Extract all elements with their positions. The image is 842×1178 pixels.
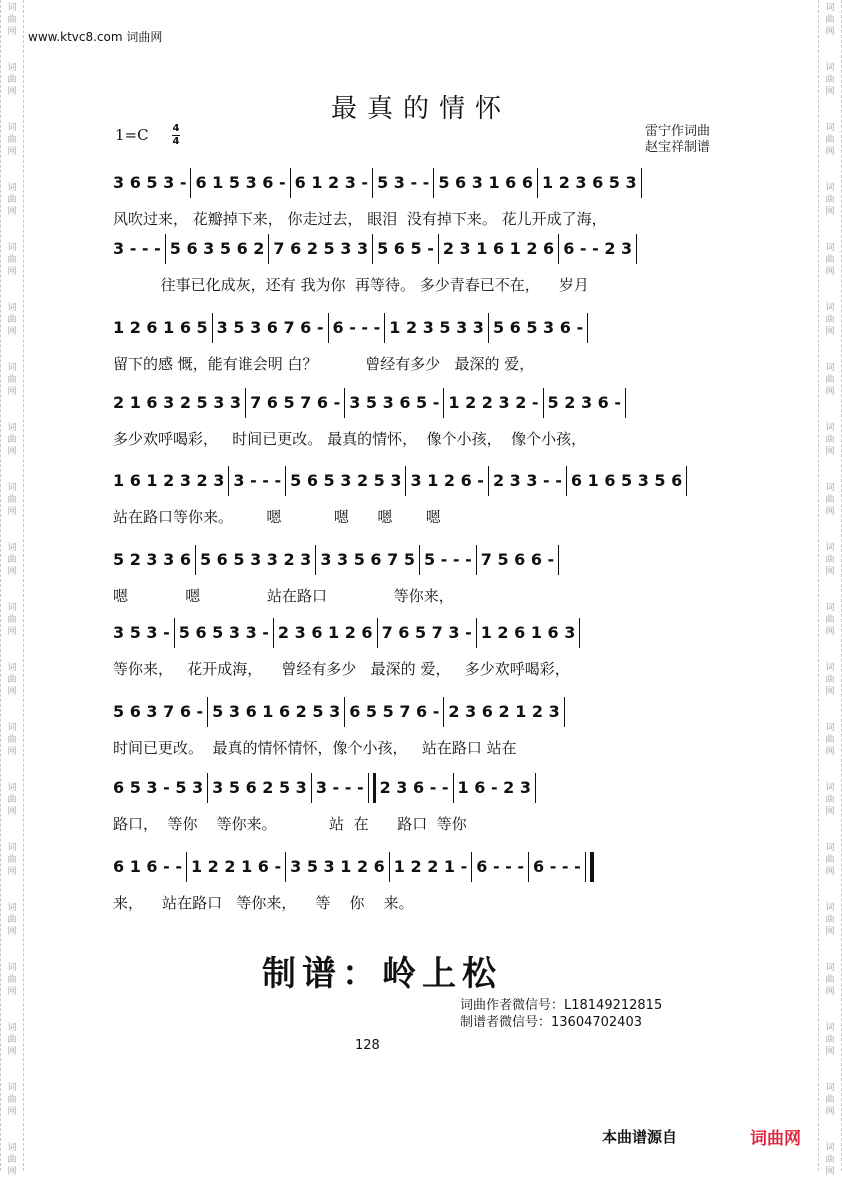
- measure: 1 2 3 5 3 3: [389, 317, 484, 337]
- side-watermark-text: 词 曲 网: [825, 963, 835, 997]
- barline: [641, 168, 642, 198]
- side-watermark-text: 词 曲 网: [7, 423, 17, 457]
- source-text: 本曲谱源自: [602, 1128, 678, 1146]
- measure: 5 6 5 3 3 2 3: [199, 549, 312, 569]
- score-row: [113, 313, 745, 373]
- measure: 3 5 3 6 7 6 -: [216, 317, 324, 337]
- arranger-credit: 赵宝祥制谱: [645, 140, 711, 155]
- measure: 3 5 3 -: [113, 622, 170, 642]
- side-watermark-text: 词 曲 网: [7, 183, 17, 217]
- side-watermark-text: 词 曲 网: [825, 363, 835, 397]
- barline: [686, 466, 687, 496]
- lyricist-credit: 雷宁作词曲: [645, 124, 711, 139]
- side-watermark-text: 词 曲 网: [825, 543, 835, 577]
- notes-line: [113, 313, 745, 341]
- measure: 7 6 5 7 3 -: [381, 622, 472, 642]
- notes-line: [113, 234, 745, 262]
- notes-line: [113, 168, 745, 196]
- measure: 6 - - -: [332, 317, 381, 337]
- side-watermark-text: 词 曲 网: [825, 123, 835, 157]
- score-row: [113, 697, 745, 757]
- lyrics-line: 多少欢呼喝彩， 时间已更改。 最真的情怀， 像个小孩， 像个小孩，: [113, 430, 587, 448]
- side-watermark-text: 词 曲 网: [825, 243, 835, 277]
- barline: [558, 545, 559, 575]
- side-watermark-text: 词 曲 网: [7, 723, 17, 757]
- lyricist-wechat: 词曲作者微信号：L18149212815: [460, 998, 663, 1013]
- time-signature-top: 4: [172, 123, 180, 134]
- side-watermark-text: 词 曲 网: [7, 843, 17, 877]
- barline: [535, 773, 536, 803]
- side-watermark-text: 词 曲 网: [7, 3, 17, 37]
- measure: 5 6 3 7 6 -: [113, 701, 204, 721]
- source-brand: 词曲网: [750, 1129, 801, 1149]
- measure: 6 - - -: [476, 856, 524, 876]
- side-watermark-text: 词 曲 网: [7, 363, 17, 397]
- measure: 5 6 3 5 6 2: [169, 238, 265, 258]
- lyrics-line: 站在路口等你来。 嗯 嗯 嗯 嗯: [113, 508, 441, 526]
- score-row: [113, 234, 745, 294]
- time-signature-bottom: 4: [172, 136, 180, 147]
- page-number: 128: [355, 1038, 380, 1053]
- measure: 5 - - -: [423, 549, 472, 569]
- measure: 3 - - -: [315, 777, 364, 797]
- measure: 2 3 3 - -: [492, 470, 562, 490]
- measure: 6 1 5 3 6 -: [195, 172, 286, 192]
- measure: 3 - - -: [233, 470, 282, 490]
- measure: 5 6 5 -: [377, 238, 434, 258]
- side-watermark-text: 词 曲 网: [825, 183, 835, 217]
- lyrics-line: 留下的感 慨，能有谁会明 白？ 曾经有多少 最深的 爱，: [113, 355, 535, 373]
- barline: [579, 618, 580, 648]
- side-watermark-text: 词 曲 网: [7, 783, 17, 817]
- signature: 制谱：岭上松: [262, 954, 502, 994]
- measure: 2 3 6 1 2 6: [277, 622, 373, 642]
- measure: 2 3 6 2 1 2 3: [448, 701, 560, 721]
- measure: 5 6 3 1 6 6: [438, 172, 533, 192]
- side-watermark-text: 词 曲 网: [825, 783, 835, 817]
- notes-line: [113, 545, 745, 573]
- score-row: [113, 618, 745, 678]
- side-watermark-text: 词 曲 网: [7, 1023, 17, 1057]
- measure: 1 2 6 1 6 5: [113, 317, 208, 337]
- side-watermark-text: 词 曲 网: [825, 843, 835, 877]
- side-watermark-text: 词 曲 网: [7, 1083, 17, 1117]
- measure: 1 2 2 1 -: [393, 856, 468, 876]
- side-watermark-text: 词 曲 网: [7, 123, 17, 157]
- side-watermark-text: 词 曲 网: [825, 483, 835, 517]
- side-watermark-text: 词 曲 网: [825, 1023, 835, 1057]
- measure: 5 6 5 3 3 -: [178, 622, 269, 642]
- lyrics-line: 嗯 嗯 站在路口 等你来，: [113, 587, 454, 605]
- measure: 6 1 6 5 3 5 6: [570, 470, 683, 490]
- side-watermark-text: 词 曲 网: [7, 603, 17, 637]
- lyrics-line: 风吹过来， 花瓣掉下来， 你走过去， 眼泪 没有掉下来。 花儿开成了海，: [113, 210, 607, 228]
- measure: 5 2 3 6 -: [547, 392, 621, 412]
- measure: 6 1 6 - -: [113, 856, 182, 876]
- score-row: [113, 773, 745, 833]
- measure: 7 5 6 6 -: [480, 549, 555, 569]
- side-watermark-text: 词 曲 网: [7, 903, 17, 937]
- measure: 2 3 1 6 1 2 6: [442, 238, 555, 258]
- notes-line: [113, 697, 745, 725]
- barline: [625, 388, 626, 418]
- side-watermark-text: 词 曲 网: [7, 243, 17, 277]
- measure: 5 3 6 1 6 2 5 3: [212, 701, 341, 721]
- side-watermark-text: 词 曲 网: [7, 1143, 17, 1177]
- measure: 1 6 1 2 3 2 3: [113, 470, 225, 490]
- side-watermark-text: 词 曲 网: [825, 603, 835, 637]
- barline: [564, 697, 565, 727]
- time-signature: [172, 124, 180, 147]
- lyrics-line: 等你来， 花开成海， 曾经有多少 最深的 爱， 多少欢呼喝彩，: [113, 660, 570, 678]
- side-watermark-text: 词 曲 网: [825, 723, 835, 757]
- side-watermark-text: 词 曲 网: [7, 483, 17, 517]
- score-row: [113, 168, 745, 228]
- score-row: [113, 852, 745, 912]
- right-watermark-strip: [818, 0, 842, 1177]
- side-watermark-text: 词 曲 网: [7, 663, 17, 697]
- barline: [587, 313, 588, 343]
- left-watermark-strip: [0, 0, 24, 1177]
- barline: [636, 234, 637, 264]
- measure: 1 2 2 3 2 -: [448, 392, 539, 412]
- measure: 1 2 3 6 5 3: [541, 172, 637, 192]
- measure: 6 5 3 - 5 3: [113, 777, 204, 797]
- score-row: [113, 466, 745, 526]
- score-row: [113, 388, 745, 448]
- side-watermark-text: 词 曲 网: [825, 423, 835, 457]
- lyrics-line: 来， 站在路口 等你来， 等 你 来。: [113, 894, 414, 912]
- side-watermark-text: 词 曲 网: [7, 543, 17, 577]
- measure: 3 5 3 1 2 6: [290, 856, 385, 876]
- arranger-wechat: 制谱者微信号：13604702403: [460, 1015, 642, 1030]
- measure: 6 - - -: [533, 856, 581, 876]
- measure: 3 5 3 6 5 -: [349, 392, 440, 412]
- repeat-barline: [368, 773, 376, 803]
- measure: 3 3 5 6 7 5: [320, 549, 415, 569]
- lyrics-line: 路口， 等你 等你来。 站 在 路口 等你: [113, 815, 467, 833]
- measure: 7 6 2 5 3 3: [273, 238, 369, 258]
- side-watermark-text: 词 曲 网: [825, 1083, 835, 1117]
- notes-line: [113, 852, 745, 880]
- measure: 3 6 5 3 -: [113, 172, 187, 192]
- measure: 2 3 6 - -: [379, 777, 449, 797]
- measure: 1 2 6 1 6 3: [480, 622, 576, 642]
- measure: 5 2 3 3 6: [113, 549, 191, 569]
- notes-line: [113, 388, 745, 416]
- song-title: 最真的情怀: [330, 94, 511, 124]
- side-watermark-text: 词 曲 网: [825, 903, 835, 937]
- measure: 6 1 2 3 -: [294, 172, 369, 192]
- measure: 5 6 5 3 6 -: [492, 317, 584, 337]
- side-watermark-text: 词 曲 网: [825, 63, 835, 97]
- notes-line: [113, 618, 745, 646]
- measure: 5 6 5 3 2 5 3: [290, 470, 402, 490]
- measure: 3 5 6 2 5 3: [212, 777, 307, 797]
- side-watermark-text: 词 曲 网: [825, 663, 835, 697]
- measure: 1 2 2 1 6 -: [190, 856, 282, 876]
- side-watermark-text: 词 曲 网: [7, 63, 17, 97]
- score-row: [113, 545, 745, 605]
- measure: 6 - - 2 3: [563, 238, 633, 258]
- lyrics-line: 时间已更改。 最真的情怀情怀，像个小孩， 站在路口 站在: [113, 739, 517, 757]
- lyrics-line: 往事已化成灰，还有 我为你 再等待。 多少青春已不在， 岁月: [113, 276, 589, 294]
- notes-line: [113, 466, 745, 494]
- notes-line: [113, 773, 745, 801]
- measure: 3 - - -: [113, 238, 161, 258]
- side-watermark-text: 词 曲 网: [7, 303, 17, 337]
- measure: 1 6 - 2 3: [457, 777, 531, 797]
- side-watermark-text: 词 曲 网: [7, 963, 17, 997]
- measure: 3 1 2 6 -: [410, 470, 484, 490]
- measure: 2 1 6 3 2 5 3 3: [113, 392, 242, 412]
- final-barline: [585, 852, 594, 882]
- side-watermark-text: 词 曲 网: [825, 3, 835, 37]
- site-watermark: www.ktvc8.com 词曲网: [28, 30, 163, 44]
- measure: 7 6 5 7 6 -: [250, 392, 341, 412]
- side-watermark-text: 词 曲 网: [825, 303, 835, 337]
- measure: 6 5 5 7 6 -: [349, 701, 440, 721]
- side-watermark-text: 词 曲 网: [825, 1143, 835, 1177]
- measure: 5 3 - -: [377, 172, 430, 192]
- key-signature: 1=C: [115, 126, 149, 144]
